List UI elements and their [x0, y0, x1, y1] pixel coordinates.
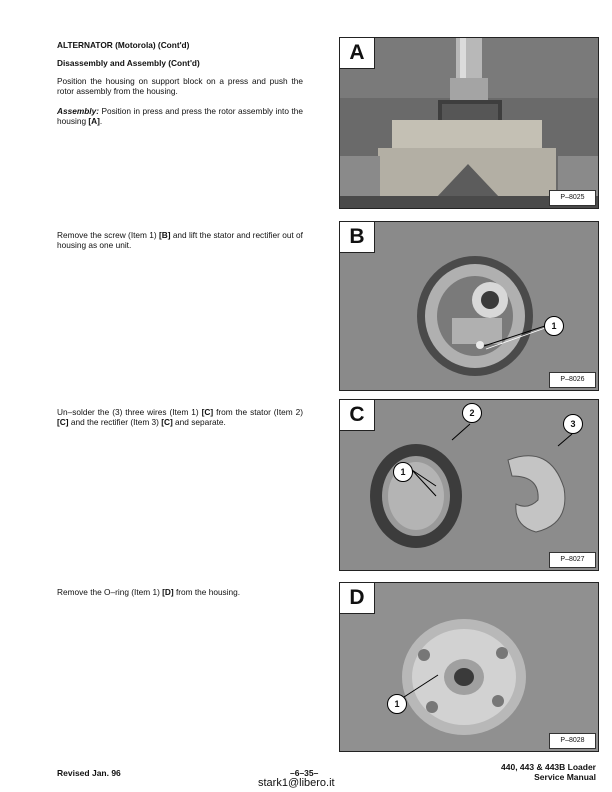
step-d-part-1: Remove the O–ring (Item 1)	[57, 587, 163, 597]
step-c-part-1: Un–solder the (3) three wires (Item 1)	[57, 407, 202, 417]
ref-c-1: [C]	[201, 407, 214, 417]
stator-rectifier-photo	[340, 400, 599, 571]
footer-model	[501, 762, 596, 782]
step-d-text	[57, 587, 303, 597]
footer-model-line-2: Service Manual	[534, 772, 596, 782]
callout-1: 1	[387, 694, 407, 714]
subsection-title: Disassembly and Assembly (Cont'd)	[57, 58, 200, 68]
footer-revised: Revised Jan. 96	[57, 768, 121, 778]
footer-email: stark1@libero.it	[258, 777, 335, 789]
photo-number: P–8027	[549, 552, 596, 568]
ref-b: [B]	[158, 230, 171, 240]
figure-d	[339, 582, 599, 752]
step-c-part-2: from the stator (Item 2)	[213, 407, 303, 417]
callout-2: 2	[462, 403, 482, 423]
step-d-part-2: from the housing.	[173, 587, 241, 597]
ref-c-3: [C]	[161, 417, 173, 427]
step-a-text: Position the housing on support block on a press and push the rotor assembly from the housing.	[57, 76, 303, 96]
step-b-text	[57, 230, 303, 250]
figure-c	[339, 399, 599, 571]
photo-number: P–8025	[549, 190, 596, 206]
figure-letter: B	[340, 222, 375, 253]
ref-a: [A]	[88, 116, 100, 126]
figure-letter: A	[340, 38, 375, 69]
assembly-label: Assembly:	[57, 106, 99, 116]
step-b-part-1: Remove the screw (Item 1)	[57, 230, 159, 240]
ref-d: [D]	[162, 587, 174, 597]
assembly-end: .	[99, 116, 103, 126]
ref-c-2: [C]	[57, 417, 69, 427]
callout-1: 1	[393, 462, 413, 482]
callout-1: 1	[544, 316, 564, 336]
housing-stator-photo	[340, 222, 599, 391]
figure-letter: C	[340, 400, 375, 431]
figure-a	[339, 37, 599, 209]
step-b-part-2: and lift the stator and rectifier out of housing as one unit.	[57, 230, 303, 250]
step-c-part-3: and the rectifier (Item 3)	[68, 417, 162, 427]
callout-3: 3	[563, 414, 583, 434]
step-a-assembly	[57, 106, 303, 126]
photo-number: P–8026	[549, 372, 596, 388]
footer-page-number: –6–35–	[290, 768, 319, 778]
housing-oring-photo	[340, 583, 599, 752]
press-rotor-photo	[340, 38, 599, 209]
footer-model-line-1: 440, 443 & 443B Loader	[501, 762, 596, 772]
figure-letter: D	[340, 583, 375, 614]
assembly-text: Position in press and press the rotor assembly into the housing	[57, 106, 303, 126]
step-c-text	[57, 407, 303, 427]
section-title: ALTERNATOR (Motorola) (Cont'd)	[57, 40, 190, 50]
figure-b	[339, 221, 599, 391]
step-c-part-4: and separate.	[172, 417, 226, 427]
photo-number: P–8028	[549, 733, 596, 749]
